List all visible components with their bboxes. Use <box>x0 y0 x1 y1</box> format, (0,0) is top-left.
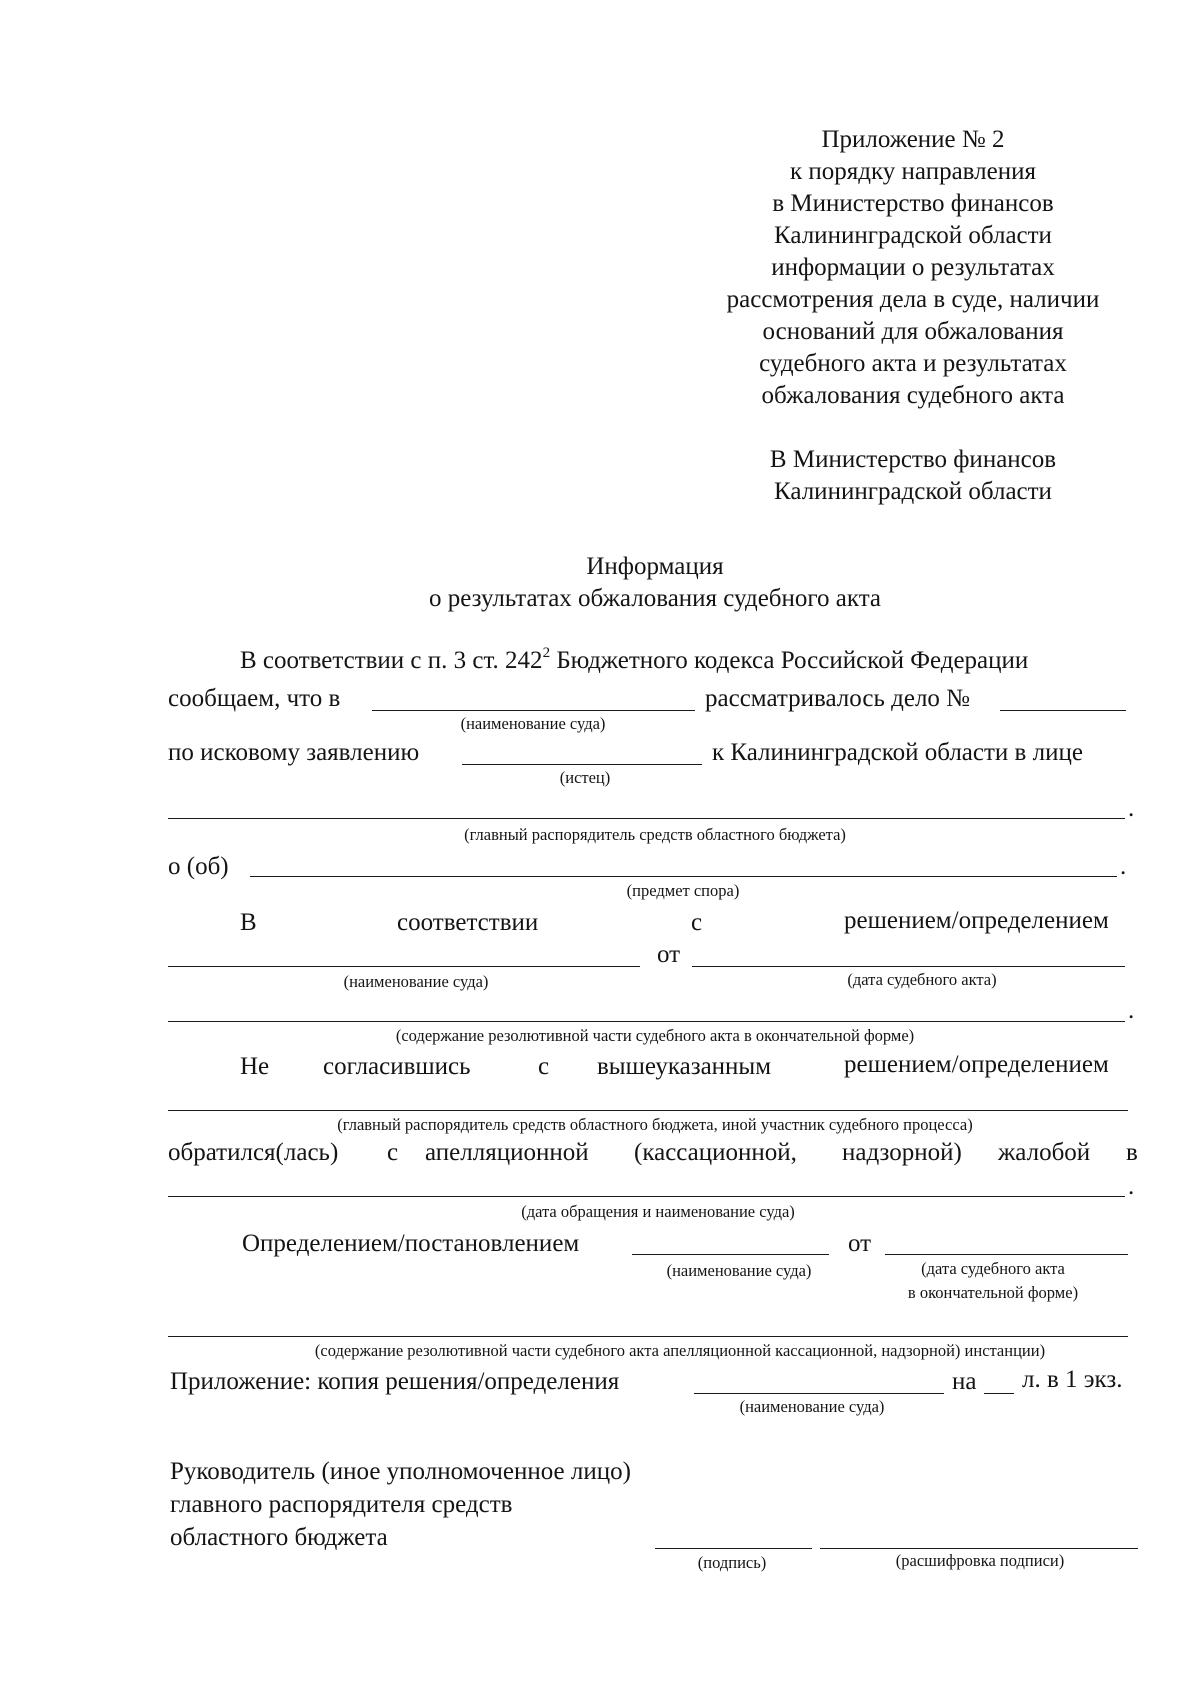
word: решением/определением <box>844 1051 1109 1078</box>
sheets-count-field[interactable] <box>984 1393 1014 1394</box>
word: с <box>691 909 703 936</box>
act-date-field[interactable] <box>692 966 1125 967</box>
period: . <box>1128 997 1135 1024</box>
word: жалобой <box>998 1139 1091 1166</box>
appendix-line: к порядку направления <box>790 158 1036 185</box>
hint-court-name-4: (наименование суда) <box>739 1397 885 1416</box>
document-subtitle: о результатах обжалования судебного акта <box>428 585 882 612</box>
word: соответствии <box>397 909 539 936</box>
signatory-line: областного бюджета <box>170 1524 388 1551</box>
final-content-field[interactable] <box>168 1021 1125 1022</box>
reported-label: сообщаем, что в <box>168 685 341 712</box>
from-label: от <box>848 1230 872 1257</box>
hint-act-date-2b: в окончательной форме) <box>907 1283 1079 1302</box>
attachment-label: Приложение: копия решения/определения <box>170 1368 620 1395</box>
word: апелляционной <box>425 1139 589 1166</box>
hint-final-content: (содержание резолютивной части судебного акта в окончательной форме) <box>395 1026 915 1045</box>
addressee-line: Калининградской области <box>774 478 1052 505</box>
attachment-copies: л. в 1 экз. <box>1022 1366 1123 1393</box>
signatory-line: Руководитель (иное уполномоченное лицо) <box>170 1458 631 1485</box>
subject-label: о (об) <box>168 853 229 880</box>
case-number-field[interactable] <box>1000 710 1126 711</box>
attachment-on: на <box>952 1368 977 1395</box>
appendix-line: оснований для обжалования <box>762 318 1064 345</box>
hint-participant: (главный распорядитель средств областного бюджета, иной участник судебного процесса) <box>337 1115 973 1134</box>
court-name-field-2[interactable] <box>168 966 640 967</box>
word: надзорной) <box>842 1139 962 1166</box>
claim-label: по исковому заявлению <box>168 739 420 766</box>
word: с <box>387 1139 399 1166</box>
chief-administrator-field[interactable] <box>168 818 1125 819</box>
word: (кассационной, <box>634 1139 797 1166</box>
appendix-line: информации о результатах <box>771 254 1055 281</box>
hint-court-name-3: (наименование суда) <box>666 1261 812 1280</box>
addressee-line: В Министерство финансов <box>769 446 1057 473</box>
court-name-field-3[interactable] <box>632 1254 829 1255</box>
hint-appeal: (дата обращения и наименование суда) <box>521 1202 795 1221</box>
period: . <box>1120 853 1127 880</box>
signature-field[interactable] <box>655 1548 812 1549</box>
case-label: рассматривалось дело № <box>705 685 971 712</box>
hint-signature-decode: (расшифровка подписи) <box>895 1551 1065 1570</box>
period: . <box>1128 1173 1135 1200</box>
hint-act-date-2a: (дата судебного акта <box>921 1259 1065 1278</box>
appendix-line: рассмотрения дела в суде, наличии <box>726 286 1100 313</box>
word: в <box>1126 1139 1138 1166</box>
signature-decode-field[interactable] <box>820 1548 1138 1549</box>
plaintiff-field[interactable] <box>462 764 702 765</box>
word: Не <box>240 1053 270 1080</box>
hint-appeal-content: (содержание резолютивной части судебного акта апелляционной кассационной, надзорной) инстанции) <box>314 1341 1046 1360</box>
appendix-line: Приложение № 2 <box>821 126 1005 153</box>
word: согласившись <box>323 1053 471 1080</box>
word: с <box>538 1053 550 1080</box>
hint-chief-administrator: (главный распорядитель средств областного бюджета) <box>464 825 846 844</box>
word: В <box>240 909 257 936</box>
appendix-line: судебного акта и результатах <box>759 350 1067 377</box>
signatory-line: главного распорядителя средств <box>170 1491 513 1518</box>
attachment-court-field[interactable] <box>694 1393 944 1394</box>
article-superscript: 2 <box>542 644 551 661</box>
word: вышеуказанным <box>597 1053 772 1080</box>
document-title: Информация <box>586 553 724 580</box>
act-date-field-2[interactable] <box>885 1254 1128 1255</box>
from-label: от <box>657 941 681 968</box>
dispute-subject-field[interactable] <box>250 876 1117 877</box>
appeal-date-court-field[interactable] <box>168 1196 1125 1197</box>
word: решением/определением <box>844 907 1109 934</box>
hint-dispute-subject: (предмет спора) <box>626 881 740 900</box>
appeal-content-field[interactable] <box>168 1336 1128 1337</box>
intro-line: В соответствии с п. 3 ст. $242^2$ Бюджетного кодекса Российской Федерации <box>240 644 1029 674</box>
hint-act-date: (дата судебного акта) <box>847 970 997 989</box>
hint-court-name: (наименование суда) <box>460 714 606 733</box>
appendix-line: обжалования судебного акта <box>761 382 1065 409</box>
hint-court-name-2: (наименование суда) <box>343 972 489 991</box>
hint-plaintiff: (истец) <box>559 768 611 787</box>
period: . <box>1128 795 1135 822</box>
appendix-line: в Министерство финансов <box>772 190 1054 217</box>
participant-field[interactable] <box>168 1110 1128 1111</box>
appendix-line: Калининградской области <box>774 222 1052 249</box>
hint-signature: (подпись) <box>697 1553 767 1572</box>
word: обратился(лась) <box>168 1139 339 1166</box>
ruling-label: Определением/постановлением <box>242 1230 580 1257</box>
court-name-field[interactable] <box>372 710 695 711</box>
against-label: к Калининградской области в лице <box>712 739 1083 766</box>
